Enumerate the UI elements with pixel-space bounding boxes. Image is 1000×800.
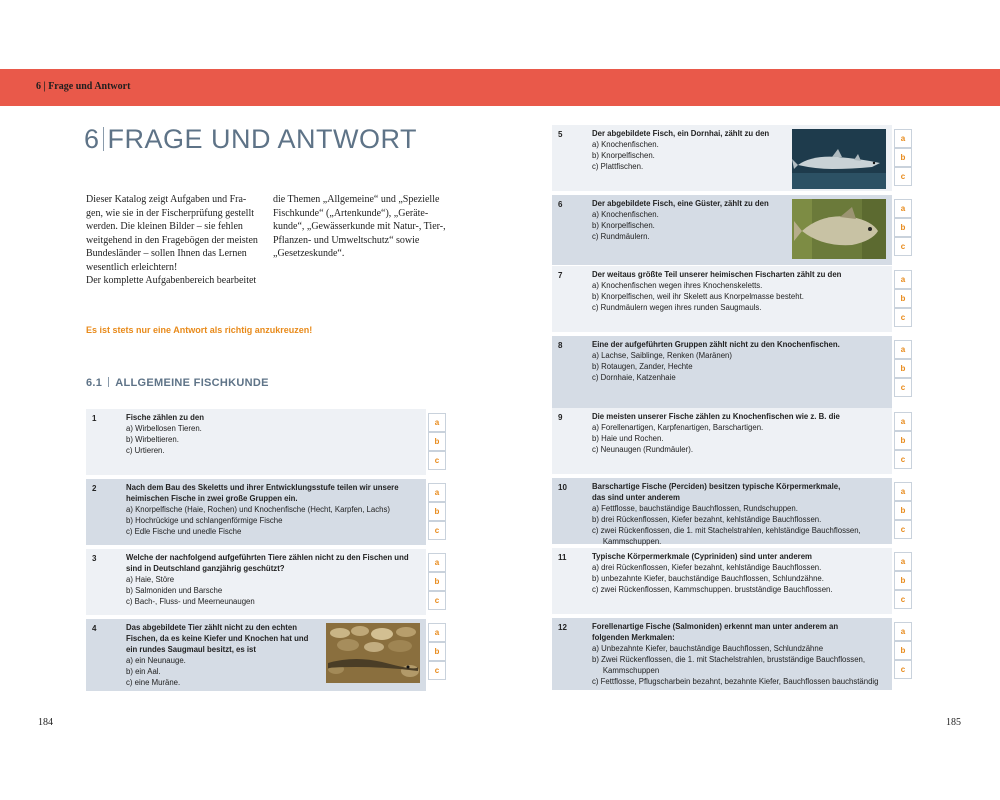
answer-checkbox-c[interactable]: c bbox=[428, 591, 446, 610]
answer-option: b) Hochrückige und schlangenförmige Fische bbox=[126, 516, 283, 525]
question-text: Eine der aufgeführten Gruppen zählt nicht zu den Knochenfischen. bbox=[592, 340, 840, 349]
answer-checkbox-a[interactable]: a bbox=[894, 622, 912, 641]
question-number: 3 bbox=[92, 554, 97, 563]
section-number: 6.1 bbox=[86, 377, 103, 389]
answer-option: a) ein Neunauge. bbox=[126, 656, 186, 665]
answer-option: a) Knochenfischen. bbox=[592, 140, 659, 149]
answer-option: a) Haie, Störe bbox=[126, 575, 175, 584]
answer-checkbox-c[interactable]: c bbox=[428, 521, 446, 540]
answer-option: a) drei Rückenflossen, Kiefer bezahnt, kehlständige Bauchflossen. bbox=[592, 563, 822, 572]
answer-checkbox-b[interactable]: b bbox=[894, 571, 912, 590]
chapter-title bbox=[84, 124, 417, 155]
question-card bbox=[552, 336, 892, 408]
intro-right-column bbox=[273, 193, 453, 261]
answer-option: b) Rotaugen, Zander, Hechte bbox=[592, 362, 693, 371]
question-illustration bbox=[326, 623, 420, 683]
answer-checkbox-c[interactable]: c bbox=[428, 451, 446, 470]
answer-checkbox-a[interactable]: a bbox=[428, 553, 446, 572]
question-card bbox=[86, 479, 426, 545]
answer-checkbox-a[interactable]: a bbox=[894, 199, 912, 218]
answer-checkbox-c[interactable]: c bbox=[894, 378, 912, 397]
answer-option: a) Wirbellosen Tieren. bbox=[126, 424, 202, 433]
answer-checkbox-a[interactable]: a bbox=[894, 340, 912, 359]
intro-line: Fischkunde“ („Artenkunde“), „Geräte- bbox=[273, 207, 429, 219]
answer-checkbox-a[interactable]: a bbox=[894, 129, 912, 148]
intro-left-column bbox=[86, 193, 266, 288]
question-number: 11 bbox=[558, 553, 567, 562]
answer-option: a) Knochenfischen wegen ihres Knochenskeletts. bbox=[592, 281, 763, 290]
answer-checkbox-b[interactable]: b bbox=[894, 641, 912, 660]
answer-option: b) ein Aal. bbox=[126, 667, 161, 676]
title-divider bbox=[103, 127, 104, 151]
question-card bbox=[552, 125, 892, 191]
question-card bbox=[552, 195, 892, 265]
answer-checkbox-a[interactable]: a bbox=[894, 270, 912, 289]
question-card bbox=[552, 266, 892, 332]
answer-checkbox-b[interactable]: b bbox=[428, 572, 446, 591]
question-number: 7 bbox=[558, 271, 563, 280]
question-card bbox=[86, 619, 426, 691]
answer-option: b) Knorpelfischen. bbox=[592, 151, 655, 160]
answer-checkbox-c[interactable]: c bbox=[894, 520, 912, 539]
question-card bbox=[86, 409, 426, 475]
question-text: Fischen, da es keine Kiefer und Knochen hat und bbox=[126, 634, 309, 643]
question-body bbox=[592, 621, 888, 687]
intro-line: gen, wie sie in der Fischerprüfung gestellt bbox=[86, 207, 255, 219]
question-body bbox=[126, 482, 422, 537]
answer-option: a) Fettflosse, bauchständige Bauchflossen, Rundschuppen. bbox=[592, 504, 798, 513]
chapter-title-text: FRAGE UND ANTWORT bbox=[107, 124, 418, 154]
intro-line: werden. Die kleinen Bilder – sie fehlen bbox=[86, 221, 243, 232]
intro-line: weitgehend in den Fragebögen der meisten bbox=[86, 234, 258, 246]
question-number: 9 bbox=[558, 413, 563, 422]
question-text: Forellenartige Fische (Salmoniden) erkennt man unter anderem an bbox=[592, 622, 839, 631]
answer-option: Kammschuppen bbox=[592, 666, 660, 675]
question-text: Typische Körpermerkmale (Cypriniden) sind unter anderem bbox=[592, 552, 812, 561]
question-body bbox=[126, 412, 422, 456]
answer-checkbox-b[interactable]: b bbox=[894, 148, 912, 167]
answer-option: a) Knochenfischen. bbox=[592, 210, 659, 219]
question-text: Das abgebildete Tier zählt nicht zu den echten bbox=[126, 623, 297, 632]
question-number: 10 bbox=[558, 483, 567, 492]
question-illustration bbox=[792, 129, 886, 189]
answer-checkbox-a[interactable]: a bbox=[894, 482, 912, 501]
question-text: Die meisten unserer Fische zählen zu Knochenfischen wie z. B. die bbox=[592, 412, 840, 421]
dogfish-image bbox=[792, 129, 886, 189]
question-body bbox=[592, 339, 888, 383]
running-header-bar bbox=[0, 69, 1000, 106]
intro-line: Bundesländer – sollen Ihnen das Lernen bbox=[86, 248, 247, 259]
answer-option: c) eine Muräne. bbox=[126, 678, 181, 687]
question-number: 12 bbox=[558, 623, 567, 632]
question-body bbox=[592, 481, 888, 547]
question-text: sind in Deutschland ganzjährig geschützt? bbox=[126, 564, 285, 573]
answer-checkbox-c[interactable]: c bbox=[894, 450, 912, 469]
answer-checkbox-a[interactable]: a bbox=[894, 552, 912, 571]
answer-checkbox-b[interactable]: b bbox=[428, 642, 446, 661]
answer-option: c) Rundmäulern wegen ihres runden Saugmauls. bbox=[592, 303, 762, 312]
lamprey-image bbox=[326, 623, 420, 683]
bream-image bbox=[792, 199, 886, 259]
answer-checkbox-b[interactable]: b bbox=[428, 502, 446, 521]
answer-option: c) Plattfischen. bbox=[592, 162, 644, 171]
answer-option: b) Salmoniden und Barsche bbox=[126, 586, 223, 595]
intro-line: die Themen „Allgemeine“ und „Spezielle bbox=[273, 194, 440, 205]
intro-line: kunde“, „Gewässerkunde mit Natur-, Tier-, bbox=[273, 221, 446, 232]
question-card bbox=[552, 408, 892, 474]
answer-checkbox-b[interactable]: b bbox=[894, 289, 912, 308]
question-card bbox=[552, 618, 892, 690]
chapter-number: 6 bbox=[84, 124, 100, 154]
question-text: Der abgebildete Fisch, eine Güster, zählt zu den bbox=[592, 199, 769, 208]
answer-checkbox-b[interactable]: b bbox=[894, 218, 912, 237]
answer-checkbox-c[interactable]: c bbox=[428, 661, 446, 680]
answer-checkbox-c[interactable]: c bbox=[894, 590, 912, 609]
question-number: 5 bbox=[558, 130, 563, 139]
answer-checkbox-c[interactable]: c bbox=[894, 237, 912, 256]
intro-line: Dieser Katalog zeigt Aufgaben und Fra- bbox=[86, 194, 247, 205]
intro-line: wesentlich erleichtern! bbox=[86, 261, 178, 273]
answer-option: b) Zwei Rückenflossen, die 1. mit Stachelstrahlen, brustständige Bauchflossen, bbox=[592, 655, 866, 664]
question-number: 1 bbox=[92, 414, 97, 423]
question-card bbox=[552, 548, 892, 614]
question-body bbox=[592, 551, 888, 595]
intro-line: Pflanzen- und Umweltschutz“ sowie bbox=[273, 234, 420, 246]
answer-checkbox-a[interactable]: a bbox=[428, 413, 446, 432]
question-text: Der abgebildete Fisch, ein Dornhai, zählt zu den bbox=[592, 129, 770, 138]
question-number: 2 bbox=[92, 484, 97, 493]
question-number: 8 bbox=[558, 341, 563, 350]
answer-checkbox-a[interactable]: a bbox=[428, 623, 446, 642]
page-number-right: 185 bbox=[946, 717, 961, 728]
question-text: folgenden Merkmalen: bbox=[592, 633, 675, 642]
answer-option: c) Fettflosse, Pflugscharbein bezahnt, bezahnte Kiefer, Bauchflossen bauchständig bbox=[592, 677, 879, 686]
answer-option: c) zwei Rückenflossen, die 1. mit Stachelstrahlen, kehlständige Bauchflossen, bbox=[592, 526, 861, 535]
answer-option: b) unbezahnte Kiefer, bauchständige Bauchflossen, Schlundzähne. bbox=[592, 574, 824, 583]
intro-line: „Gesetzeskunde“. bbox=[273, 248, 345, 259]
answer-option: a) Forellenartigen, Karpfenartigen, Barschartigen. bbox=[592, 423, 764, 432]
answer-option: c) Rundmäulern. bbox=[592, 232, 650, 241]
instruction-hint: Es ist stets nur eine Antwort als richtig anzukreuzen! bbox=[86, 325, 313, 335]
answer-option: c) Bach-, Fluss- und Meerneunaugen bbox=[126, 597, 255, 606]
question-body bbox=[592, 269, 888, 313]
answer-option: b) Knorpelfischen, weil ihr Skelett aus Knorpelmasse besteht. bbox=[592, 292, 804, 301]
running-header-text: 6 | Frage und Antwort bbox=[36, 81, 131, 92]
answer-option: c) Urtieren. bbox=[126, 446, 165, 455]
question-text: Welche der nachfolgend aufgeführten Tiere zählen nicht zu den Fischen und bbox=[126, 553, 409, 562]
answer-checkbox-a[interactable]: a bbox=[894, 412, 912, 431]
section-divider bbox=[108, 377, 109, 387]
answer-checkbox-b[interactable]: b bbox=[894, 501, 912, 520]
question-card bbox=[86, 549, 426, 615]
question-text: das sind unter anderem bbox=[592, 493, 680, 502]
answer-option: c) Neunaugen (Rundmäuler). bbox=[592, 445, 693, 454]
intro-line: Der komplette Aufgabenbereich bearbeitet bbox=[86, 275, 257, 286]
question-card bbox=[552, 478, 892, 544]
answer-option: c) Dornhaie, Katzenhaie bbox=[592, 373, 676, 382]
answer-option: b) drei Rückenflossen, Kiefer bezahnt, kehlständige Bauchflossen. bbox=[592, 515, 822, 524]
answer-option: c) zwei Rückenflossen, Kammschuppen. brustständige Bauchflossen. bbox=[592, 585, 833, 594]
question-text: ein rundes Saugmaul besitzt, es ist bbox=[126, 645, 256, 654]
question-number: 4 bbox=[92, 624, 97, 633]
question-text: heimischen Fische in zwei große Gruppen ein. bbox=[126, 494, 298, 503]
section-heading bbox=[86, 377, 269, 389]
page-number-left: 184 bbox=[38, 717, 53, 728]
answer-option: Kammschuppen. bbox=[592, 537, 662, 546]
answer-checkbox-b[interactable]: b bbox=[894, 431, 912, 450]
answer-option: a) Knorpelfische (Haie, Rochen) und Knochenfische (Hecht, Karpfen, Lachs) bbox=[126, 505, 390, 514]
answer-option: b) Wirbeltieren. bbox=[126, 435, 179, 444]
answer-checkbox-a[interactable]: a bbox=[428, 483, 446, 502]
answer-option: b) Knorpelfischen. bbox=[592, 221, 655, 230]
answer-option: a) Unbezahnte Kiefer, bauchständige Bauchflossen, Schlundzähne bbox=[592, 644, 824, 653]
answer-checkbox-c[interactable]: c bbox=[894, 660, 912, 679]
section-title-text: ALLGEMEINE FISCHKUNDE bbox=[115, 377, 269, 389]
question-text: Barschartige Fische (Perciden) besitzen typische Körpermerkmale, bbox=[592, 482, 841, 491]
question-body bbox=[126, 552, 422, 607]
question-text: Der weitaus größte Teil unserer heimischen Fischarten zählt zu den bbox=[592, 270, 842, 279]
answer-checkbox-c[interactable]: c bbox=[894, 308, 912, 327]
answer-checkbox-c[interactable]: c bbox=[894, 167, 912, 186]
answer-option: a) Lachse, Saiblinge, Renken (Maränen) bbox=[592, 351, 732, 360]
question-body bbox=[592, 411, 888, 455]
answer-option: b) Haie und Rochen. bbox=[592, 434, 664, 443]
question-text: Fische zählen zu den bbox=[126, 413, 204, 422]
question-illustration bbox=[792, 199, 886, 259]
answer-checkbox-b[interactable]: b bbox=[428, 432, 446, 451]
question-number: 6 bbox=[558, 200, 563, 209]
answer-checkbox-b[interactable]: b bbox=[894, 359, 912, 378]
question-text: Nach dem Bau des Skeletts und ihrer Entwicklungsstufe teilen wir unsere bbox=[126, 483, 399, 492]
answer-option: c) Edle Fische und unedle Fische bbox=[126, 527, 242, 536]
